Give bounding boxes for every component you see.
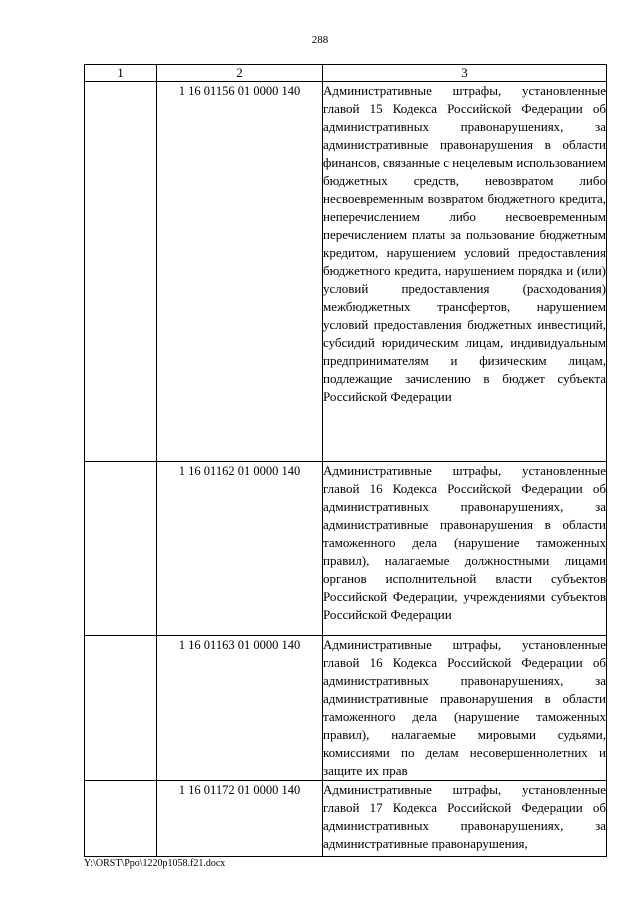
column-header-1: 1 [85, 65, 157, 82]
row-number-cell [85, 781, 157, 857]
table-row [85, 636, 607, 781]
table-header-row [85, 65, 607, 82]
row-number-cell [85, 462, 157, 636]
table-row [85, 82, 607, 462]
column-header-3: 3 [323, 65, 607, 82]
document-table [84, 64, 607, 857]
classification-code: 1 16 01163 01 0000 140 [157, 636, 323, 781]
classification-code: 1 16 01172 01 0000 140 [157, 781, 323, 857]
row-description: Административные штрафы, установленные главой 15 Кодекса Российской Федерации об административных правонарушениях, за административные правонарушения в области финансов, связанные с нецелевым использованием бюджетных средств, невозвратом либо несвоевременным возвратом бюджетного кредита, неперечислением либо несвоевременным перечислением платы за пользование бюджетным кредитом, нарушением условий предоставления бюджетного кредита, нарушением порядка и (или) условий предоставления (расходования) межбюджетных трансфертов, нарушением условий предоставления бюджетных инвестиций, субсидий юридическим лицам, индивидуальным предпринимателям и физическим лицам, подлежащие зачислению в бюджет субъекта Российской Федерации [323, 82, 607, 462]
table-row [85, 462, 607, 636]
classification-code: 1 16 01162 01 0000 140 [157, 462, 323, 636]
row-description: Административные штрафы, установленные главой 17 Кодекса Российской Федерации об административных правонарушениях, за административные правонарушения, [323, 781, 607, 857]
row-description: Административные штрафы, установленные главой 16 Кодекса Российской Федерации об административных правонарушениях, за административные правонарушения в области таможенного дела (нарушение таможенных правил), налагаемые мировыми судьями, комиссиями по делам несовершеннолетних и защите их прав [323, 636, 607, 781]
row-description: Административные штрафы, установленные главой 16 Кодекса Российской Федерации об административных правонарушениях, за административные правонарушения в области таможенного дела (нарушение таможенных правил), налагаемые должностными лицами органов исполнительной власти субъектов Российской Федерации, учреждениями субъектов Российской Федерации [323, 462, 607, 636]
file-path-footer: Y:\ORST\Ppo\1220p1058.f21.docx [84, 858, 226, 869]
classification-code: 1 16 01156 01 0000 140 [157, 82, 323, 462]
table-row [85, 781, 607, 857]
row-number-cell [85, 636, 157, 781]
column-header-2: 2 [157, 65, 323, 82]
page-number: 288 [311, 34, 329, 46]
row-number-cell [85, 82, 157, 462]
